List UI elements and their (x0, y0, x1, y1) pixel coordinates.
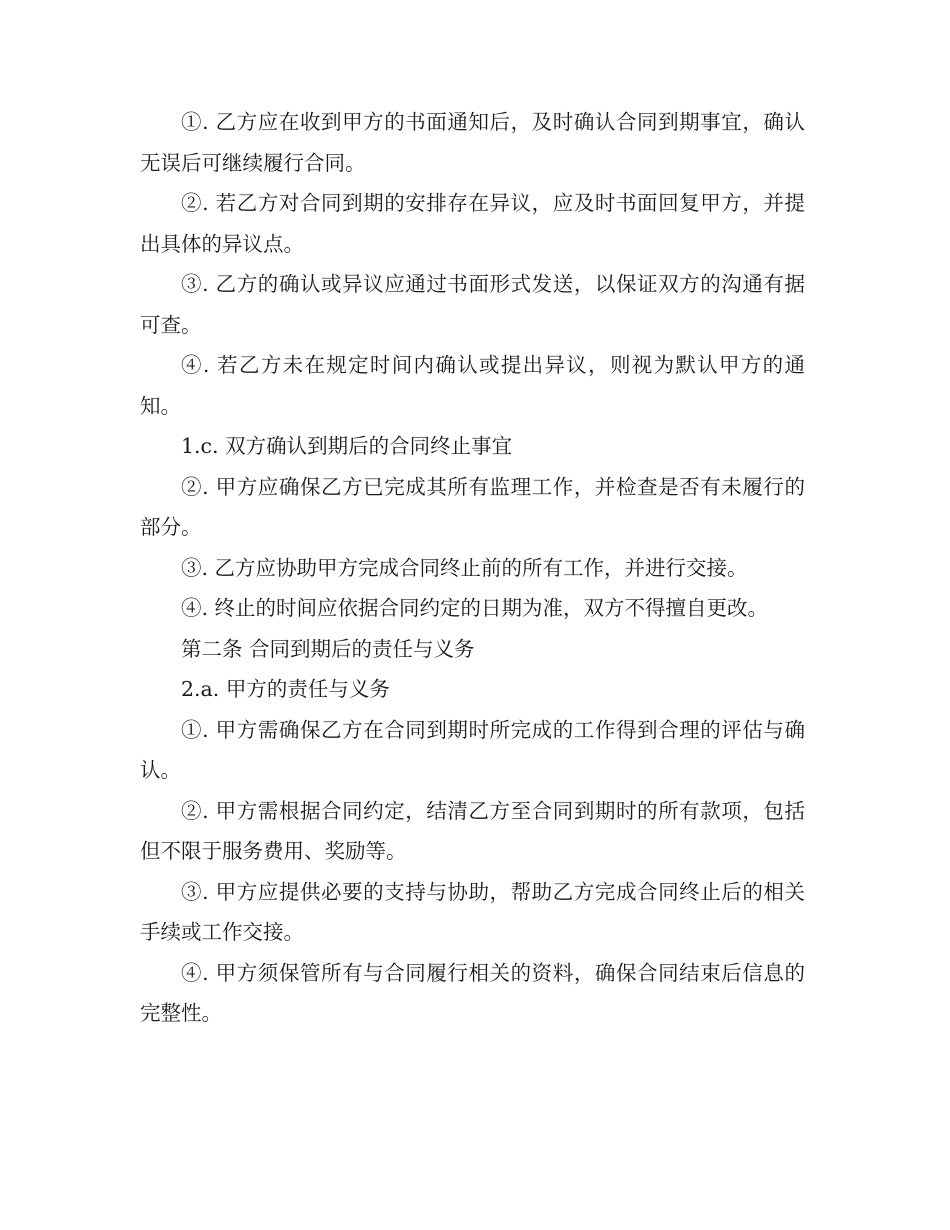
paragraph-2: ②. 若乙方对合同到期的安排存在异议，应及时书面回复甲方，并提出具体的异议点。 (140, 191, 805, 256)
section-heading-1c: 1.c. 双方确认到期后的合同终止事宜 (181, 434, 513, 458)
paragraph-10: ③. 甲方应提供必要的支持与协助，帮助乙方完成合同终止后的相关手续或工作交接。 (140, 879, 805, 944)
paragraph-11: ④. 甲方须保管所有与合同履行相关的资料，确保合同结束后信息的完整性。 (140, 960, 805, 1025)
paragraph-3: ③. 乙方的确认或异议应通过书面形式发送，以保证双方的沟通有据可查。 (140, 272, 805, 337)
paragraph-8: ①. 甲方需确保乙方在合同到期时所完成的工作得到合理的评估与确认。 (140, 717, 805, 782)
paragraph-7: ④. 终止的时间应依据合同约定的日期为准，双方不得擅自更改。 (181, 596, 769, 620)
paragraph-1: ①. 乙方应在收到甲方的书面通知后，及时确认合同到期事宜，确认无误后可继续履行合同。 (140, 110, 805, 175)
paragraph-5: ②. 甲方应确保乙方已完成其所有监理工作，并检查是否有未履行的部分。 (140, 474, 805, 539)
paragraph-4: ④. 若乙方未在规定时间内确认或提出异议，则视为默认甲方的通知。 (140, 353, 805, 418)
paragraph-6: ③. 乙方应协助甲方完成合同终止前的所有工作，并进行交接。 (181, 555, 748, 580)
paragraph-9: ②. 甲方需根据合同约定，结清乙方至合同到期时的所有款项，包括但不限于服务费用、奖励等。 (140, 798, 805, 863)
section-heading-2a: 2.a. 甲方的责任与义务 (181, 677, 390, 701)
article-heading-2: 第二条 合同到期后的责任与义务 (181, 636, 475, 661)
document-body (140, 102, 805, 1034)
